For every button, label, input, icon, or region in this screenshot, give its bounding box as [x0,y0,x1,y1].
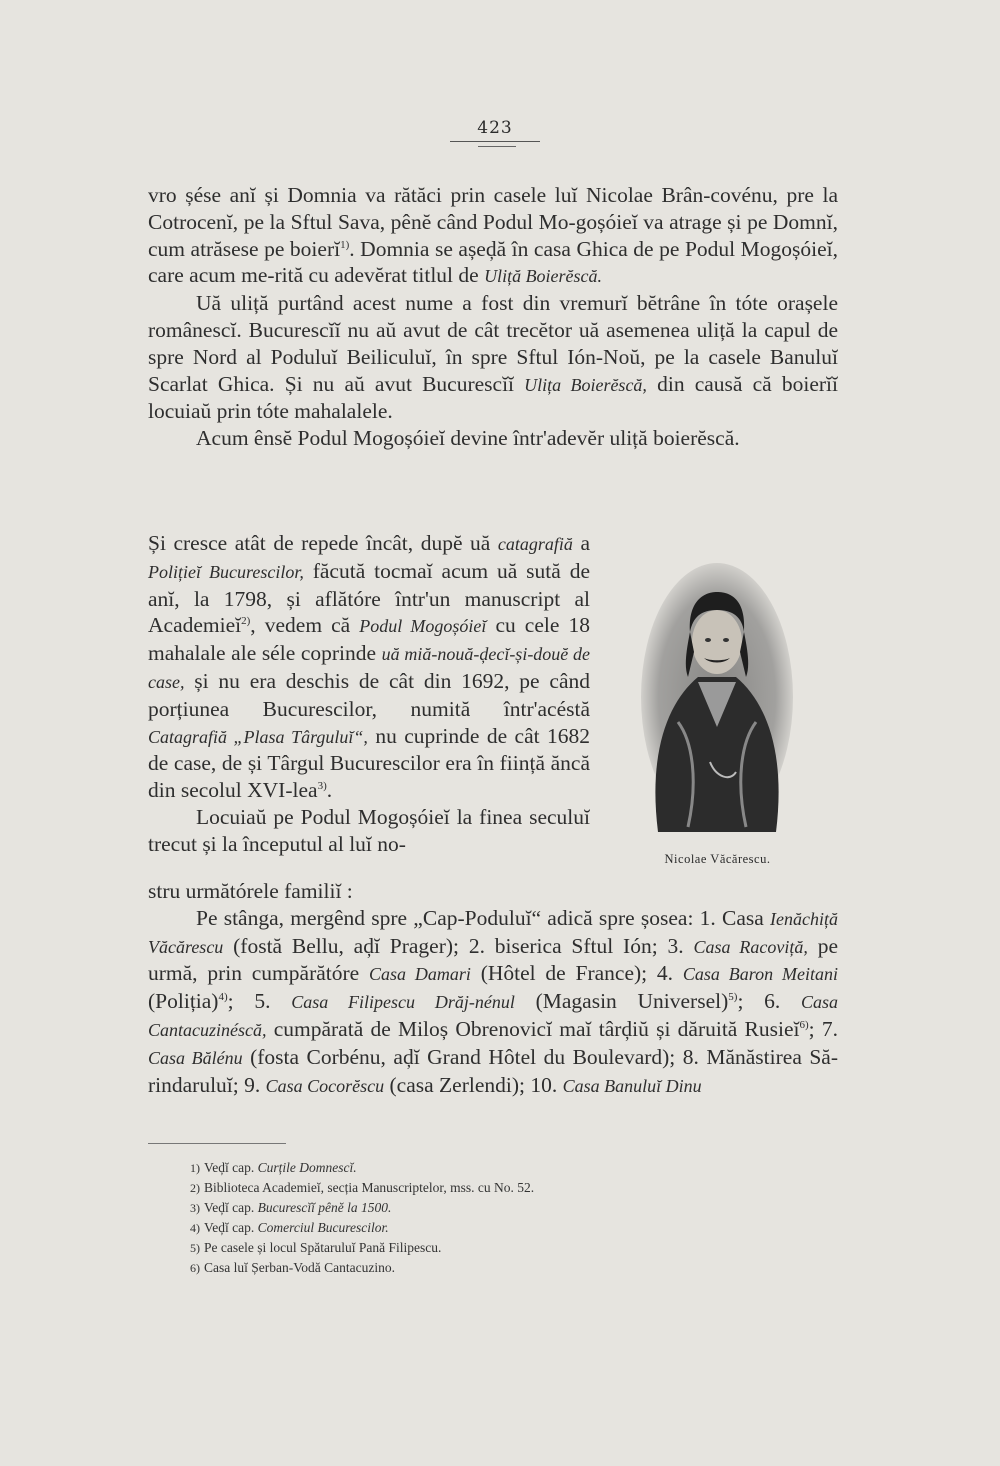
text-run: Casa Filipescu Drăj-nénul [291,992,515,1013]
text-run: Polițieĭ Bucurescilor, [148,561,304,582]
text-run: stru următórele familiĭ : [148,879,353,903]
footnote-ref: 1) [340,238,350,251]
text-run: Casa Cocorĕscu [265,1075,385,1096]
text-run: cumpărată de Miloș Obrenovicĭ maĭ târḑiŭ și dăruită Rusieĭ [266,1016,800,1041]
text-run: Ienăchiță Văcărescu [148,908,838,957]
paragraph [148,905,838,1100]
text-run: Casa Racoviță, [693,936,808,957]
text-run: . Domnia se așeḑă în casa Ghica de pe Podul Mogoșóieĭ, care acum me-rită cu adevĕrat titlul de [148,236,839,288]
text-run: Catagrafiă „Plasa Târguluĭ“, [148,726,368,747]
footnote-number: 3) [190,1201,200,1215]
paragraph [148,878,838,905]
text-run: nu cuprinde de cât 1682 de case, de și Târgul Bucurescilor era în ființă ăncă din secolul XVI-lea [148,723,590,803]
text-run: (Magasin Universel) [514,989,729,1014]
text-run: a [572,531,591,555]
text-run: (fosta Corbénu, aḑĭ Grand Hôtel du Boulevard); 8. Mănăstirea Să-rindaruluĭ; 9. [148,1044,839,1097]
text-run: Podul Mogoșóieĭ [359,616,487,637]
paragraph [148,182,838,290]
text-run: . [326,778,333,803]
footnote-rule [148,1143,286,1144]
text-run: Ulița Boierĕscă, [524,374,647,395]
text-run: Casa Baron Meitani [682,964,838,985]
portrait-caption: Nicolae Văcărescu. [664,852,771,866]
text-run: (casa Zerlendi); 10. [384,1072,563,1097]
text-run: Acum ênsĕ Podul Mogoșóieĭ devine într'adevĕr uliță boierĕscă. [196,426,740,451]
footnote-text: Casa luĭ Șerban-Vodă Cantacuzino. [204,1260,395,1275]
footnotes [190,1158,790,1278]
footnote-text: Veḑĭ cap. [204,1220,258,1235]
text-run: făcută tocmaĭ acum uă sută de anĭ, la 1798, și aflătóre într'un manuscript al Academieĭ [148,558,590,638]
text-run: Locuiaŭ pe Podul Mogoșóieĭ la finea seculuĭ trecut și la începutul al luĭ no- [148,804,590,856]
footnote [190,1238,790,1258]
footnote-ref: 2) [241,615,251,628]
text-run: Și cresce atât de repede încât, dupĕ uă [148,531,498,555]
body-text-bottom [148,878,838,1099]
footnote-text: Veḑĭ cap. [204,1160,258,1175]
paragraph [148,804,590,858]
paragraph [148,530,590,804]
footnote-ref: 5) [728,991,738,1004]
footnote-number: 4) [190,1221,200,1235]
text-run: vro șése anĭ și Domnia va rătăci prin casele luĭ Nicolae Brân-covénu, pre la Cotrocenĭ, pe la Sftul Sava, pênĕ când Podul Mo-goșóieĭ va atrage și pe Domnĭ, cum atrăsese pe boierĭ [148,183,838,261]
portrait-engraving [638,552,796,832]
footnote-number: 5) [190,1241,200,1255]
footnote [190,1158,790,1178]
text-run: Casa Damari [368,964,471,985]
text-run: uă miă-nouă-ḑecĭ-și-douĕ de case, [148,644,590,692]
text-run: Casa Cantacuzinéscă, [148,992,838,1040]
footnote-ref: 4) [218,991,228,1004]
footnote-italic: Curțile Domnescĭ. [257,1160,357,1175]
footnote-italic: Bucurescĭĭ pênĕ la 1500. [257,1200,392,1215]
footnote-text: Veḑĭ cap. [204,1200,258,1215]
footnote-ref: 6) [799,1018,809,1031]
text-run: Uliță Boierĕscă. [484,266,603,287]
footnote [190,1258,790,1278]
footnote-number: 6) [190,1261,200,1275]
text-run: , vedem că [250,613,360,638]
text-run: Casa Banuluĭ Dinu [562,1075,702,1096]
text-run: Pe stânga, mergênd spre „Cap-Poduluĭ“ adică spre șosea: 1. Casa [196,905,771,930]
text-run: cu cele 18 mahalale ale séle coprinde [148,613,590,666]
footnote-number: 1) [190,1161,200,1175]
text-run: (Poliția) [148,989,219,1014]
body-text-narrow [148,530,590,858]
paragraph [148,290,838,425]
footnote-number: 2) [190,1181,200,1195]
text-run: (fostă Bellu, aḑĭ Prager); 2. biserica Sftul Ión; 3. [223,933,694,958]
footnote-ref: 3) [317,780,327,793]
footnote [190,1198,790,1218]
text-run: din causă că boierĭĭ locuiaŭ prin tóte mahalalele. [148,371,838,424]
page-number-rule-short [478,146,516,147]
text-run: ; 5. [227,989,292,1014]
text-run: pe urmă, prin cumpărătóre [148,933,838,986]
text-run: Casa Bălénu [148,1047,243,1068]
text-run: ; 7. [808,1016,838,1041]
body-text-top [148,182,838,452]
page-number: 423 [477,118,513,138]
footnote [190,1218,790,1238]
text-run: Uă uliță purtând acest nume a fost din vremurĭ bĕtrâne în tóte orașele românescĭ. Bucurescĭĭ nu aŭ avut de cât trecĕtor uă asemenea uliță la capul de spre Nord al Poduluĭ Beiliculuĭ, în spre Sftul Ión-Noŭ, pe la casele Banuluĭ Scarlat Ghica. Și nu aŭ avut Bucurescĭĭ [148,291,838,396]
text-run: (Hôtel de France); 4. [470,961,683,986]
footnote-text: Biblioteca Academieĭ, secția Manuscriptelor, mss. cu No. 52. [204,1180,535,1195]
text-run: și nu era deschis de cât din 1692, pe când porțiunea Bucurescilor, numită într'acéstă [148,668,590,721]
paragraph [148,425,838,452]
text-run: catagrafiă [497,534,573,554]
footnote-text: Pe casele și locul Spătaruluĭ Pană Filipescu. [204,1240,442,1255]
text-run: ; 6. [737,989,801,1014]
footnote-italic: Comerciul Bucurescilor. [257,1220,389,1235]
portrait-icon [638,552,796,832]
footnote [190,1178,790,1198]
page-number-rule [450,141,540,142]
